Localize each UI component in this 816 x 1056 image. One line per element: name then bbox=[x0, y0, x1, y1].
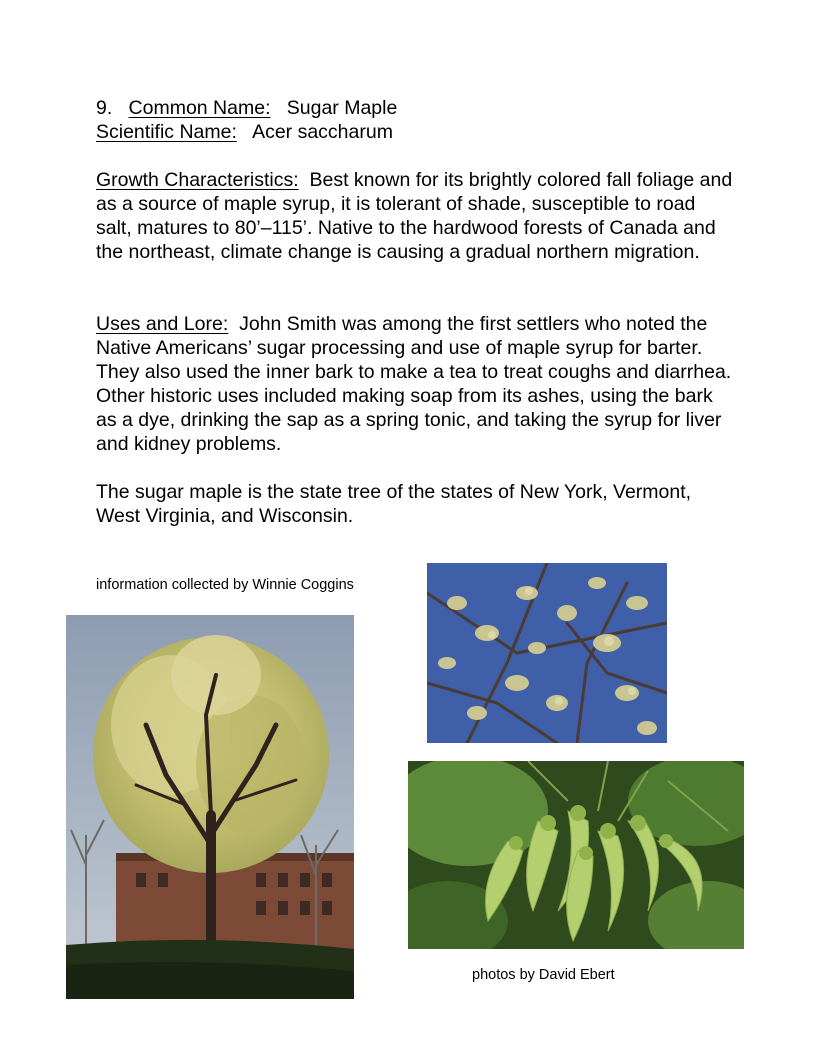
info-credit: information collected by Winnie Coggins bbox=[96, 577, 354, 593]
flowers-sky-photo bbox=[427, 563, 667, 743]
uses-text: John Smith was among the first settlers who noted the Native Americans’ sugar processing and use of maple syrup for barter. They also used the inner bark to make a tea to treat coughs and diarrhea. Other historic uses included making soap from its ashes, using the bark as a dye, drinking the sap as a spring tonic, and taking the syrup for liver and kidney problems. bbox=[96, 313, 732, 455]
state-tree-paragraph: The sugar maple is the state tree of the states of New York, Vermont, West Virginia, and Wisconsin. bbox=[96, 481, 692, 527]
entry-heading bbox=[96, 96, 736, 144]
entry-number: 9. bbox=[96, 97, 113, 119]
photo-credit: photos by David Ebert bbox=[472, 967, 615, 983]
growth-label: Growth Characteristics: bbox=[96, 169, 299, 191]
samaras-photo bbox=[408, 761, 744, 949]
scientific-name-value: Acer saccharum bbox=[252, 121, 393, 143]
common-name-line bbox=[96, 96, 736, 120]
growth-text: Best known for its brightly colored fall foliage and as a source of maple syrup, it is tolerant of shade, susceptible to road salt, matures to 80’–115’. Native to the hardwood forests of Canada and the northeast, climate change is causing a gradual northern migration. bbox=[96, 169, 733, 263]
common-name-value: Sugar Maple bbox=[286, 97, 398, 119]
scientific-name-line bbox=[96, 120, 736, 144]
common-name-label: Common Name: bbox=[128, 97, 271, 119]
tree-photo bbox=[66, 615, 354, 999]
uses-label: Uses and Lore: bbox=[96, 313, 229, 335]
growth-paragraph bbox=[96, 168, 736, 264]
uses-paragraph bbox=[96, 312, 736, 456]
scientific-name-label: Scientific Name: bbox=[96, 121, 237, 143]
